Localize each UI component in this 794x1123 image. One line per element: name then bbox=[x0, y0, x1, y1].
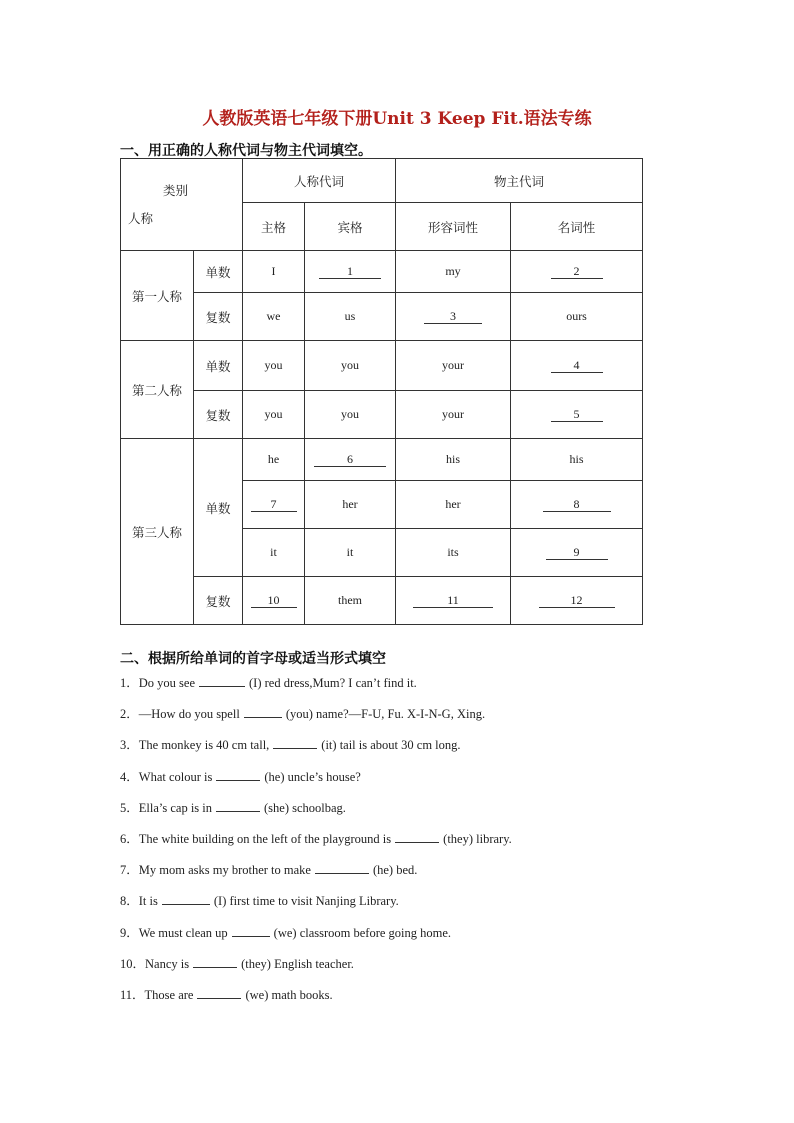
table-cell: its bbox=[396, 529, 511, 577]
header-noun: 名词性 bbox=[511, 203, 643, 251]
number-label: 单数 bbox=[194, 251, 243, 293]
table-cell: we bbox=[243, 293, 305, 341]
answer-blank[interactable] bbox=[199, 674, 245, 687]
blank-cell[interactable]: 12 bbox=[511, 577, 643, 625]
list-item: 11．Those are (we) math books. bbox=[120, 987, 333, 1002]
question-list bbox=[120, 674, 720, 1017]
corner-person-label: 人称 bbox=[128, 212, 154, 226]
table-cell: your bbox=[396, 391, 511, 439]
list-item: 1．Do you see (I) red dress,Mum? I can’t find it. bbox=[120, 676, 417, 690]
table-cell: it bbox=[305, 529, 396, 577]
blank-cell[interactable]: 5 bbox=[511, 391, 643, 439]
table-cell: her bbox=[396, 481, 511, 529]
table-cell: I bbox=[243, 251, 305, 293]
list-item: 5．Ella’s cap is in (she) schoolbag. bbox=[120, 800, 346, 815]
answer-blank[interactable] bbox=[193, 955, 237, 968]
header-object: 宾格 bbox=[305, 203, 396, 251]
header-personal-pronoun: 人称代词 bbox=[243, 159, 396, 203]
list-item: 9．We must clean up (we) classroom before going home. bbox=[120, 925, 452, 940]
answer-blank[interactable] bbox=[232, 924, 270, 937]
answer-blank[interactable] bbox=[315, 861, 369, 874]
blank-cell[interactable]: 9 bbox=[511, 529, 643, 577]
table-cell: his bbox=[511, 439, 643, 481]
table-corner-cell bbox=[121, 159, 243, 251]
answer-blank[interactable] bbox=[395, 830, 439, 843]
blank-cell[interactable]: 3 bbox=[396, 293, 511, 341]
table-cell: my bbox=[396, 251, 511, 293]
blank-cell[interactable]: 10 bbox=[243, 577, 305, 625]
blank-cell[interactable]: 6 bbox=[305, 439, 396, 481]
table-cell: your bbox=[396, 341, 511, 391]
row-label-second-person: 第二人称 bbox=[121, 341, 194, 439]
blank-cell[interactable]: 4 bbox=[511, 341, 643, 391]
page-title: 人教版英语七年级下册Unit 3 Keep Fit.语法专练 bbox=[202, 109, 592, 129]
table-cell: you bbox=[243, 341, 305, 391]
list-item: 10．Nancy is (they) English teacher. bbox=[120, 956, 354, 971]
pronoun-table bbox=[120, 158, 643, 625]
table-cell: ours bbox=[511, 293, 643, 341]
table-cell: them bbox=[305, 577, 396, 625]
table-cell: you bbox=[243, 391, 305, 439]
table-cell: you bbox=[305, 391, 396, 439]
number-label: 单数 bbox=[194, 341, 243, 391]
blank-cell[interactable]: 8 bbox=[511, 481, 643, 529]
table-cell: his bbox=[396, 439, 511, 481]
list-item: 6．The white building on the left of the playground is (they) library. bbox=[120, 831, 512, 846]
table-cell: us bbox=[305, 293, 396, 341]
list-item: 8．It is (I) first time to visit Nanjing Library. bbox=[120, 894, 399, 909]
answer-blank[interactable] bbox=[216, 768, 260, 781]
list-item: 2．—How do you spell (you) name?—F-U, Fu. X-I-N-G, Xing. bbox=[120, 707, 486, 722]
section-2-heading: 二、根据所给单词的首字母或适当形式填空 bbox=[120, 651, 386, 667]
answer-blank[interactable] bbox=[273, 736, 317, 749]
header-subject: 主格 bbox=[243, 203, 305, 251]
row-label-third-person: 第三人称 bbox=[121, 439, 194, 625]
answer-blank[interactable] bbox=[216, 799, 260, 812]
number-label: 复数 bbox=[194, 391, 243, 439]
table-cell: her bbox=[305, 481, 396, 529]
list-item: 7．My mom asks my brother to make (he) bed. bbox=[120, 863, 418, 878]
section-1-heading: 一、用正确的人称代词与物主代词填空。 bbox=[120, 143, 372, 159]
blank-cell[interactable]: 1 bbox=[305, 251, 396, 293]
number-label: 复数 bbox=[194, 577, 243, 625]
number-label: 复数 bbox=[194, 293, 243, 341]
blank-cell[interactable]: 11 bbox=[396, 577, 511, 625]
answer-blank[interactable] bbox=[244, 705, 282, 718]
number-label: 单数 bbox=[194, 439, 243, 577]
answer-blank[interactable] bbox=[197, 986, 241, 999]
blank-cell[interactable]: 2 bbox=[511, 251, 643, 293]
table-cell: he bbox=[243, 439, 305, 481]
table-cell: it bbox=[243, 529, 305, 577]
row-label-first-person: 第一人称 bbox=[121, 251, 194, 341]
list-item: 3．The monkey is 40 cm tall, (it) tail is about 30 cm long. bbox=[120, 738, 461, 753]
blank-cell[interactable]: 7 bbox=[243, 481, 305, 529]
header-adjective: 形容词性 bbox=[396, 203, 511, 251]
corner-category-label: 类别 bbox=[163, 184, 189, 198]
list-item: 4．What colour is (he) uncle’s house? bbox=[120, 769, 361, 784]
answer-blank[interactable] bbox=[162, 892, 210, 905]
table-cell: you bbox=[305, 341, 396, 391]
header-possessive-pronoun: 物主代词 bbox=[396, 159, 643, 203]
